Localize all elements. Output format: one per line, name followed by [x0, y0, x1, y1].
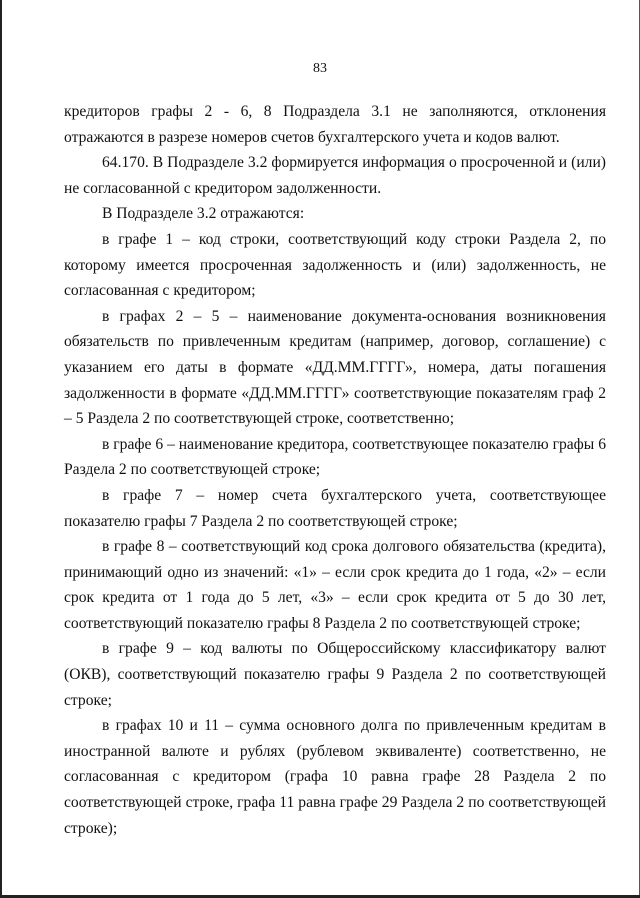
paragraph: 64.170. В Подразделе 3.2 формируется информация о просроченной и (или) не согласованной с кредитором задолженности.: [64, 154, 606, 197]
paragraph: в графах 10 и 11 – сумма основного долга по привлеченным кредитам в иностранной валюте и рублях (рублевом эквиваленте) соответственно, не согласованная с кредитором (графа 10 равна графе 28 Раздела 2 по соответствующей строке, графа 11 равна графе 29 Раздела 2 по соответствующей строке);: [64, 717, 606, 837]
paragraph: В Подразделе 3.2 отражаются:: [102, 205, 305, 223]
paragraph: кредиторов графы 2 - 6, 8 Подраздела 3.1 не заполняются, отклонения отражаются в разрезе номеров счетов бухгалтерского учета и кодов валют.: [64, 103, 606, 146]
paragraph: в графе 1 – код строки, соответствующий коду строки Раздела 2, по которому имеется просроченная задолженность и (или) задолженность, не согласованная с кредитором;: [64, 230, 606, 300]
page-number: 83: [313, 61, 327, 76]
paragraph: в графе 7 – номер счета бухгалтерского учета, соответствующее показателю графы 7 Раздела 2 по соответствующей строке;: [64, 486, 606, 530]
document-body: [64, 99, 606, 841]
paragraph: в графе 8 – соответствующий код срока долгового обязательства (кредита), принимающий одно из значений: «1» – если срок кредита до 1 года, «2» – если срок кредита от 1 года до 5 лет, «3» – если срок кредита от 5 до 30 лет, соответствующий показателю графы 8 Раздела 2 по соответствующей строке;: [64, 538, 606, 632]
paragraph: в графе 6 – наименование кредитора, соответствующее показателю графы 6 Раздела 2 по соответствующей строке;: [64, 435, 606, 479]
paragraph: в графах 2 – 5 – наименование документа-основания возникновения обязательств по привлеченным кредитам (например, договор, соглашение) с указанием его даты в формате «ДД.ММ.ГГГГ», номера, даты погашения задолженности в формате «ДД.ММ.ГГГГ» соответствующие показателям граф 2 – 5 Раздела 2 по соответствующей строке, соответственно;: [64, 307, 606, 428]
scan-edge-left: [0, 0, 2, 898]
paragraph: в графе 9 – код валюты по Общероссийскому классификатору валют (ОКВ), соответствующий показателю графы 9 Раздела 2 по соответствующей строке;: [64, 640, 606, 709]
